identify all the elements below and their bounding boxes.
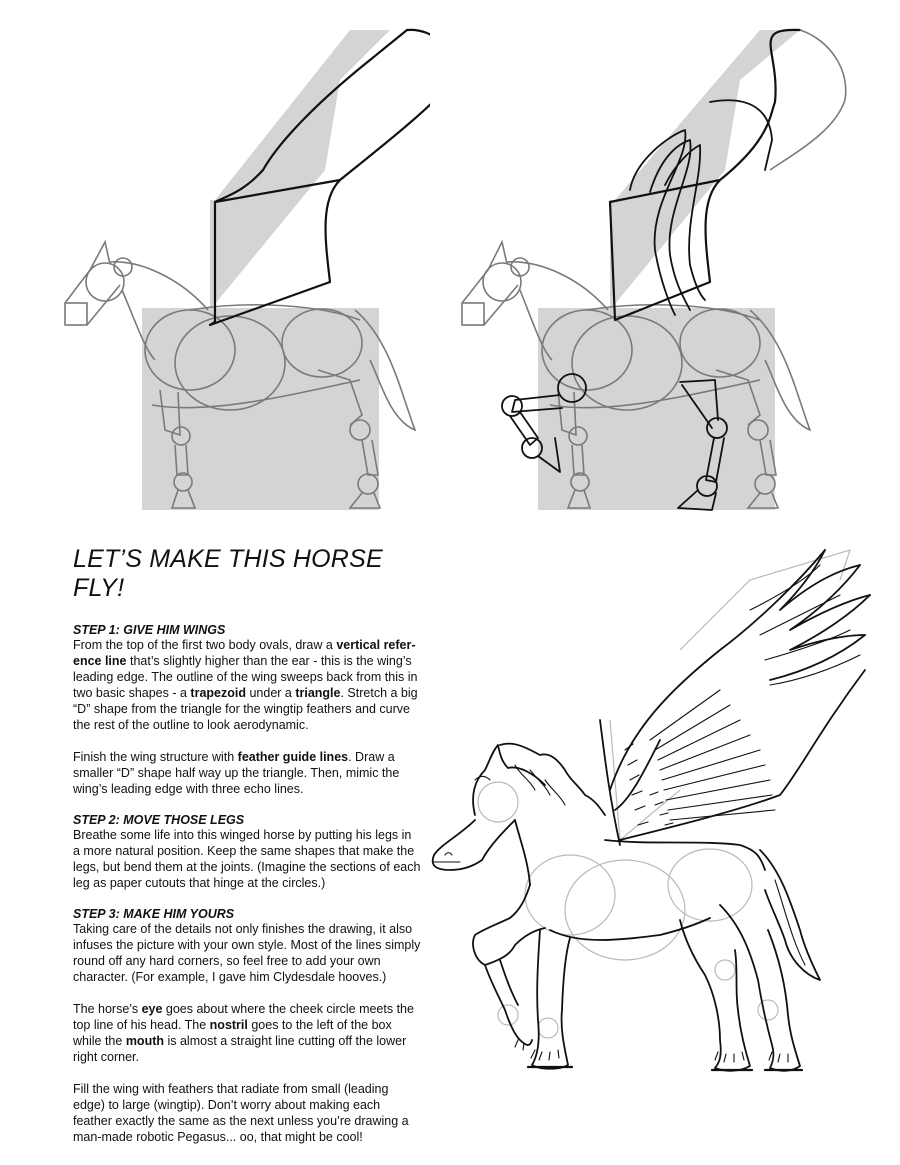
text-run: . Draw a smaller “D” shape half way up the triangle. Then, mimic the wing’s leading edge with three echo lines. [73, 750, 400, 796]
step1-wing-construction-figure [50, 20, 430, 520]
step3-paragraph-2 [73, 1001, 421, 1065]
text-run: Finish the wing structure with [73, 750, 238, 764]
step3-finished-pegasus-figure [420, 540, 890, 1090]
text-run: under a [245, 686, 296, 700]
emphasis-term: triangle [295, 686, 341, 700]
text-run: Breathe some life into this winged horse by putting his legs in a more natural position. Keep the same shapes that make the legs, but bend them at the joints. (Imagine the sections of each leg as paper cutouts that hinge at the circles.) [73, 828, 421, 890]
step1-paragraph-1 [73, 637, 421, 733]
pegasus-finished-line-art-icon [420, 540, 890, 1090]
emphasis-term: mouth [125, 1034, 164, 1048]
emphasis-term: vertical refer-ence line [73, 638, 416, 668]
text-run: The horse’s [73, 1002, 142, 1016]
text-run: goes about where the cheek circle meets the top line of his head. The [73, 1002, 414, 1032]
text-run: . Stretch a big “D” shape from the triangle for the wingtip feathers and curve the rest of the outline to look aerodynamic. [73, 686, 418, 732]
page-title: LET’S MAKE THIS HORSE FLY! [73, 545, 383, 602]
text-run: Fill the wing with feathers that radiate from small (leading edge) to large (wingtip). Don’t worry about making each feather exactly the same as the next unless you’re drawing a man-made robotic Pegasus... oo, that might be cool! [73, 1082, 409, 1144]
text-run: that’s slightly higher than the ear - this is the wing’s leading edge. The outline of the wing sweeps back from this in two basic shapes - a [73, 654, 418, 700]
pegasus-wing-construction-icon [50, 20, 430, 520]
step3-paragraph-1 [73, 921, 421, 985]
text-run: is almost a straight line cutting off the lower right corner. [73, 1034, 407, 1064]
step2-legs-figure [450, 20, 850, 520]
pegasus-legs-construction-icon [450, 20, 850, 520]
step3-heading: STEP 3: MAKE HIM YOURS [73, 907, 235, 921]
step1-paragraph-2 [73, 749, 421, 797]
text-run: From the top of the first two body ovals, draw a [73, 638, 337, 652]
emphasis-term: nostril [209, 1018, 248, 1032]
step2-heading: STEP 2: MOVE THOSE LEGS [73, 813, 245, 827]
emphasis-term: feather guide lines [237, 750, 349, 764]
step3-paragraph-3 [73, 1081, 421, 1145]
emphasis-term: eye [141, 1002, 163, 1016]
instructions-column [73, 545, 421, 1161]
emphasis-term: trapezoid [190, 686, 246, 700]
step1-heading: STEP 1: GIVE HIM WINGS [73, 623, 226, 637]
text-run: Taking care of the details not only finishes the drawing, it also infuses the picture with your own style. Most of the lines simply round off any hard corners, so feel free to add your own character. (For example, I gave him Clydesdale hooves.) [73, 922, 421, 984]
text-run: goes to the left of the box while the [73, 1018, 392, 1048]
step2-paragraph-1 [73, 827, 421, 891]
